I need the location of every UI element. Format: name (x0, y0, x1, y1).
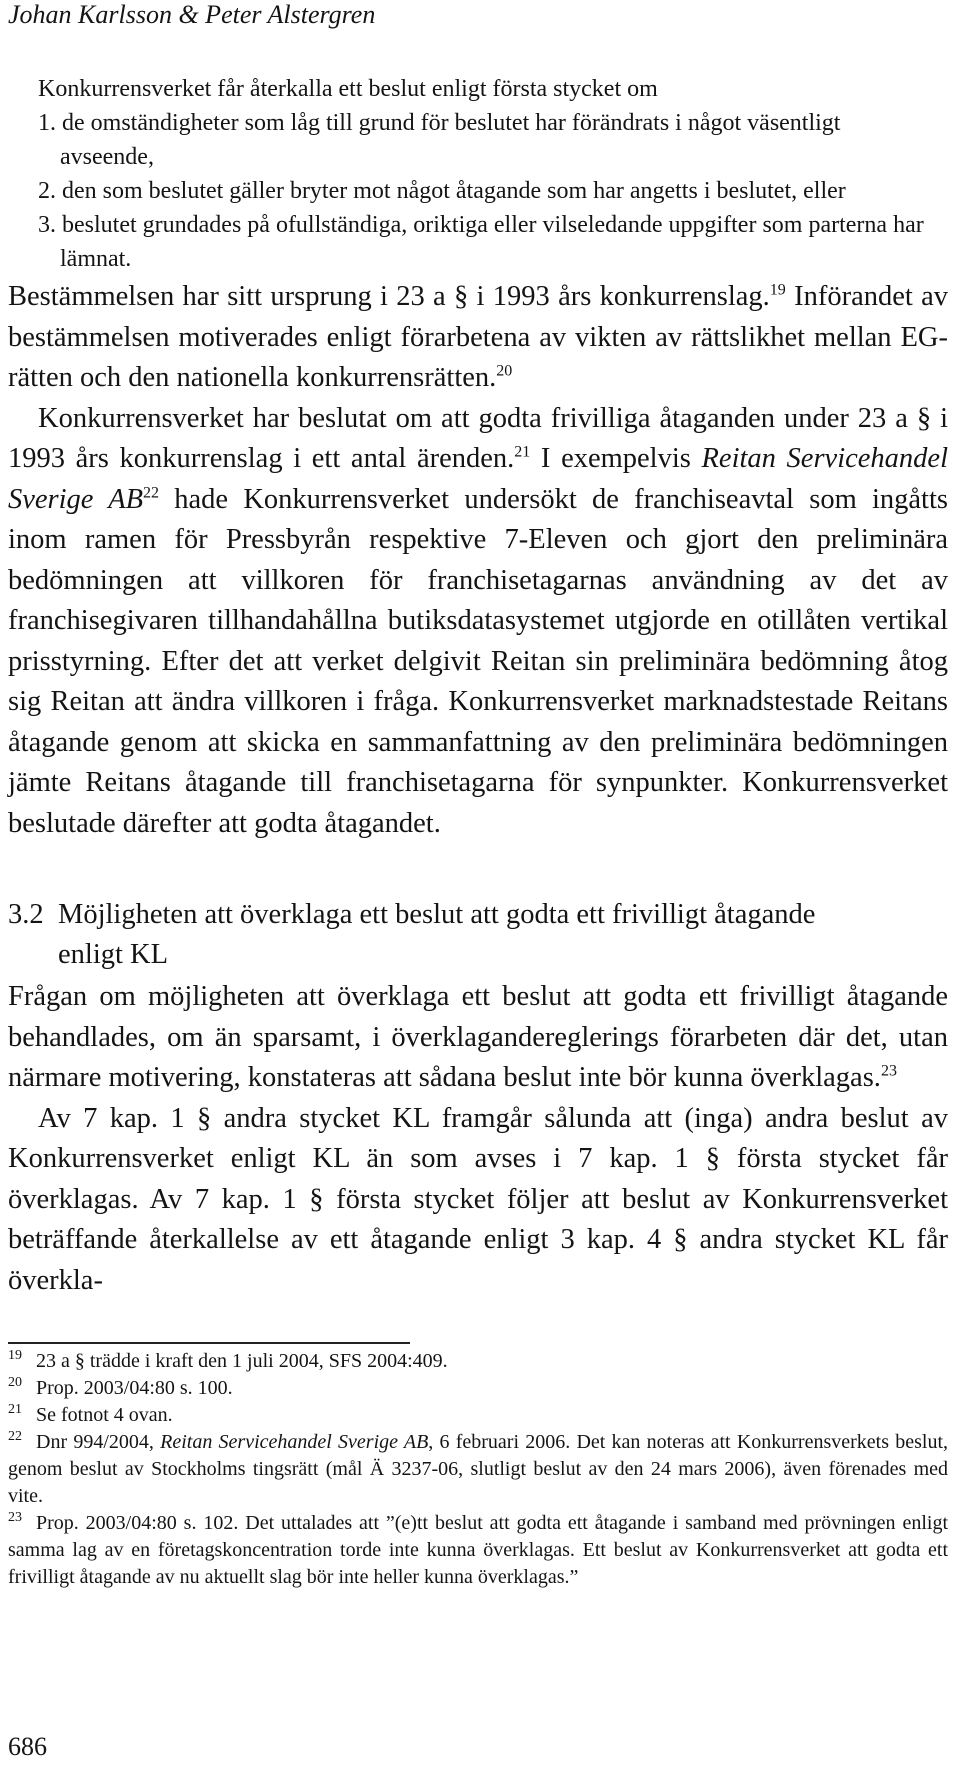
body-text-top (8, 277, 948, 844)
footnote-number: 23 (8, 1510, 22, 1526)
footnote-text: Prop. 2003/04:80 s. 100. (36, 1377, 233, 1399)
text-span: Konkurrensverket har beslutat om att godta frivilliga åtaganden under 23 a § i 1993 års konkurrenslag i ett antal ärenden. (8, 402, 948, 474)
section-title-line1: Möjligheten att överklaga ett beslut att godta ett frivilligt åtagande (58, 899, 816, 930)
quote-item: 2. den som beslutet gäller bryter mot något åtagande som har angetts i beslutet, eller (38, 178, 846, 204)
footnote-text: Se fotnot 4 ovan. (36, 1404, 173, 1426)
paragraph: Av 7 kap. 1 § andra stycket KL framgår sålunda att (inga) andra beslut av Konkurrensverket enligt KL än som avses i 7 kap. 1 § första stycket får överklagas. Av 7 kap. 1 § första stycket följer att beslut av Konkurrensverket beträffande återkallelse av ett åtagande enligt 3 kap. 4 § andra stycket KL får överkla- (8, 1102, 948, 1296)
footnote-text: , 6 februari 2006. Det kan noteras att Konkurrensverkets beslut, genom beslut av Stockholms tingsrätt (mål Ä 3237-06, slutligt beslut av den 24 mars 2006), även förenades med vite. (8, 1431, 948, 1507)
footnote-ref[interactable]: 22 (143, 484, 160, 501)
footnote (8, 1348, 948, 1375)
footnote-number: 22 (8, 1429, 22, 1445)
text-span: Införandet av bestämmelsen motiverades enligt förarbetena av vikten av rättslikhet mellan EG-rätten och den nationella konkurrensrätten. (8, 281, 949, 393)
footnote-ref[interactable]: 20 (496, 362, 513, 380)
quote-list (38, 106, 938, 276)
text-span: Frågan om möjligheten att överklaga ett beslut att godta ett frivilligt åtagande behandlades, om än sparsamt, i överklagandereglerings förarbeten där det, utan närmare motivering, konstateras att sådana beslut inte bör kunna överklagas. (8, 981, 948, 1093)
quote-intro: Konkurrensverket får återkalla ett beslut enligt första stycket om (38, 76, 658, 102)
footnote (8, 1429, 948, 1510)
footnote (8, 1375, 948, 1402)
footnote-number: 20 (8, 1375, 22, 1391)
section-number: 3.2 (8, 899, 44, 930)
footnote-ref[interactable]: 23 (880, 1062, 897, 1080)
running-header: Johan Karlsson & Peter Alstergren (8, 0, 376, 29)
case-name: Reitan Servicehandel Sverige AB (160, 1431, 429, 1453)
paragraph (8, 977, 948, 1099)
paragraph (8, 277, 948, 399)
section-title-line2: enligt KL (58, 939, 169, 970)
section-heading (8, 895, 815, 975)
quote-item: 3. beslutet grundades på ofullständiga, oriktiga eller vilseledande uppgifter som parterna har lämnat. (38, 212, 924, 272)
footnote-ref[interactable]: 21 (514, 443, 531, 461)
text-span: Bestämmelsen har sitt ursprung i 23 a § i 1993 års konkurrenslag. (8, 281, 770, 312)
footnote-text: Dnr 994/2004, (36, 1431, 161, 1453)
block-quote (38, 72, 938, 276)
page-number: 686 (8, 1732, 47, 1761)
footnote-text: 23 a § trädde i kraft den 1 juli 2004, SFS 2004:409. (36, 1350, 448, 1372)
footnote-number: 21 (8, 1402, 22, 1418)
footnote (8, 1510, 948, 1591)
footnote-text: Prop. 2003/04:80 s. 102. Det uttalades att ”(e)tt beslut att godta ett åtagande i samband med prövningen enligt samma lag av en företagskoncentration torde inte kunna överklagas. Ett beslut av Konkurrensverket att godta ett frivilligt åtagande av nu aktuellt slag bör inte heller kunna överklagas.” (8, 1512, 948, 1588)
footnotes (8, 1348, 948, 1591)
footnote-separator (8, 1342, 410, 1344)
body-text-bottom (8, 977, 948, 1301)
case-name: Reitan Servicehandel Sverige AB (8, 443, 948, 515)
footnote (8, 1402, 948, 1429)
footnote-number: 19 (8, 1348, 22, 1364)
text-span: I exempelvis (530, 443, 702, 474)
paragraph (8, 399, 948, 845)
text-span: hade Konkurrensverket undersökt de franchiseavtal som ingåtts inom ramen för Pressbyrån respektive 7-Eleven och gjort den preliminära bedömningen att villkoren för franchisetagarnas användning av det av franchisegivaren tillhandahållna butiksdatasystemet utgjorde en otillåten vertikal prisstyrning. Efter det att verket delgivit Reitan sin preliminära bedömning åtog sig Reitan att ändra villkoren i fråga. Konkurrensverket marknadstestade Reitans åtagande genom att skicka en sammanfattning av den preliminära bedömningen jämte Reitans åtagande till franchisetagarna för synpunkter. Konkurrensverket beslutade därefter att godta åtagandet. (8, 483, 948, 839)
footnote-ref[interactable]: 19 (769, 281, 786, 299)
quote-item: 1. de omständigheter som låg till grund för beslutet har förändrats i något väsentligt avseende, (38, 110, 841, 170)
